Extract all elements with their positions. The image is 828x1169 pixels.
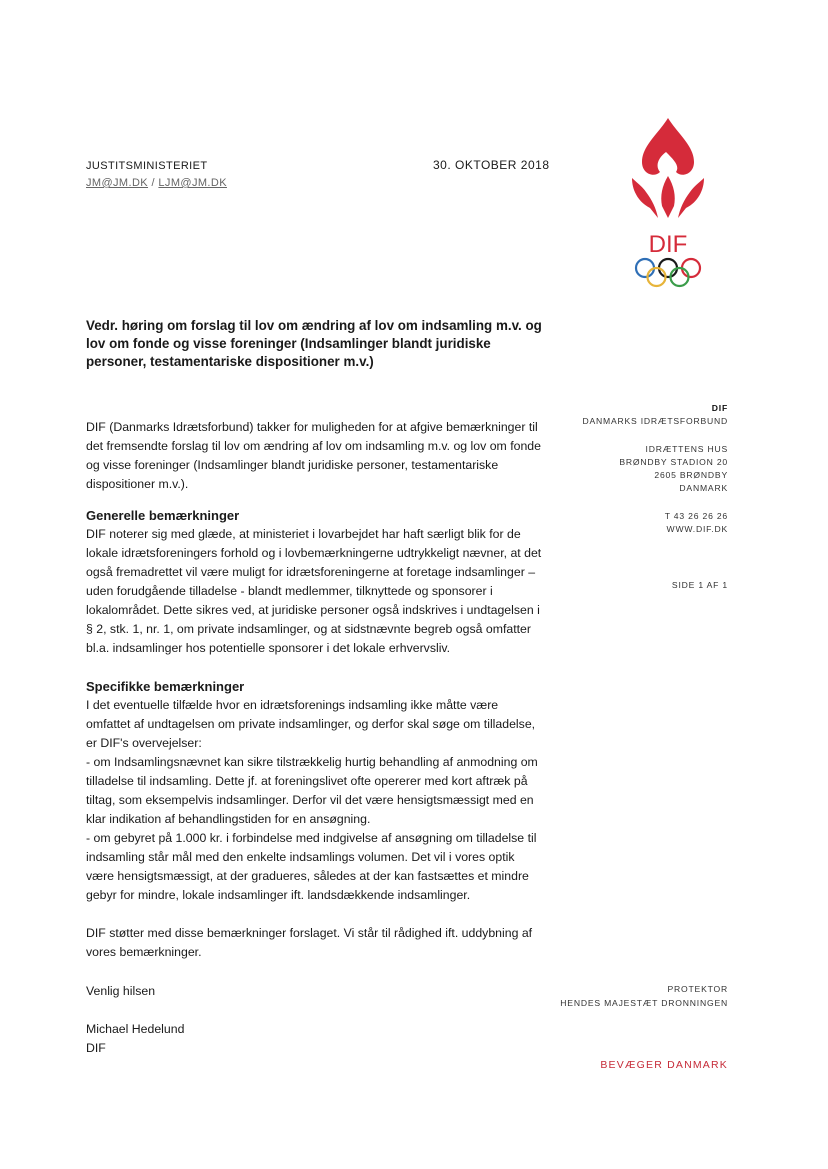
closing-block [86,982,184,1058]
address-line-1: IDRÆTTENS HUS [645,444,728,454]
phone-number: T 43 26 26 26 [664,511,728,521]
sender-short-name: DIF [711,403,728,413]
section-heading-specific: Specifikke bemærkninger [86,679,245,694]
olympic-rings-icon [636,259,700,286]
letter-body [86,418,542,962]
section-heading-general: Generelle bemærkninger [86,508,240,523]
recipient-block [86,158,227,192]
specific-intro-paragraph: I det eventuelle tilfælde hvor en idrætsforenings indsamling ikke måtte være omfattet af undtagelsen om private indsamlinger, og derfor skal søge om tilladelse, er DIF's overvejelser: [86,698,536,750]
slogan: BEVÆGER DANMARK [600,1059,728,1071]
signature-org: DIF [86,1041,106,1055]
general-paragraph: DIF noterer sig med glæde, at ministeriet i lovarbejdet har haft særligt blik for de lokale idrætsforeningers forhold og i lovbemærkningerne udtrykkeligt nævner, at det også fremadrettet vil være muligt for idrætsforeningerne at foretage indsamlinger – uden forudgående tilladelse - blandt medlemmer, tilknyttede og sponsorer i lokalområdet. Dette sikres ved, at juridiske personer også indskrives i undtagelsen i § 2, stk. 1, nr. 1, om private indsamlinger, og at sidstnævnte begreb også omfatter bl.a. indsamlinger hos potentielle sponsorer i det lokale erhvervsliv. [86,527,542,655]
letter-date: 30. OKTOBER 2018 [433,158,550,172]
protector-block [560,982,728,1010]
logo-text: DIF [648,231,688,258]
recipient-emails [86,175,227,192]
conclusion-paragraph: DIF støtter med disse bemærkninger forslaget. Vi står til rådighed ift. uddybning af vores bemærkninger. [86,926,533,959]
greeting: Venlig hilsen [86,984,156,998]
protector-label: PROTEKTOR [667,984,728,994]
address-line-2: BRØNDBY STADION 20 [619,457,728,467]
intro-paragraph: DIF (Danmarks Idrætsforbund) takker for muligheden for at afgive bemærkninger til det fremsendte forslag til lov om ændring af lov om indsamling m.v. og lov om fonde og visse foreninger (Indsamlinger blandt juridiske personer, testamentariske dispositioner m.v.). [86,420,541,491]
email-link-jm[interactable]: JM@JM.DK [86,177,149,189]
email-link-ljm[interactable]: LJM@JM.DK [158,177,227,189]
page-indicator: SIDE 1 AF 1 [671,580,728,590]
recipient-name: JUSTITSMINISTERIET [86,160,208,172]
signature-name: Michael Hedelund [86,1022,185,1036]
sender-sidebar [582,402,728,592]
address-line-4: DANMARK [679,483,728,493]
address-line-3: 2605 BRØNDBY [654,470,728,480]
flame-logo-icon [628,116,708,292]
letter-subject: Vedr. høring om forslag til lov om ændring af lov om indsamling m.v. og lov om fonde og visse foreninger (Indsamlinger blandt juridiske personer, testamentariske dispositioner m.v.) [86,318,542,369]
specific-point-1: - om Indsamlingsnævnet kan sikre tilstrækkelig hurtig behandling af anmodning om tilladelse til indsamling. Dette jf. at foreningslivet ofte opererer med kort aftræk på tiltag, som eksempelvis indsamlinger. Derfor vil det være hensigtsmæssigt med en klar indikation af behandlingstiden for en ansøgning. [86,755,538,826]
email-separator: / [148,177,159,189]
protector-name: HENDES MAJESTÆT DRONNINGEN [560,998,728,1008]
sender-full-name: DANMARKS IDRÆTSFORBUND [582,416,728,426]
dif-logo [628,116,708,292]
specific-point-2: - om gebyret på 1.000 kr. i forbindelse med indgivelse af ansøgning om tilladelse til indsamling står mål med den enkelte indsamlings volumen. Det vil i vores optik være hensigtsmæssigt, at der gradueres, således at der kan fastsættes et mindre gebyr for mindre, lokale indsamlinger ift. landsdækkende indsamlinger. [86,831,537,902]
website-link[interactable]: WWW.DIF.DK [666,524,728,534]
